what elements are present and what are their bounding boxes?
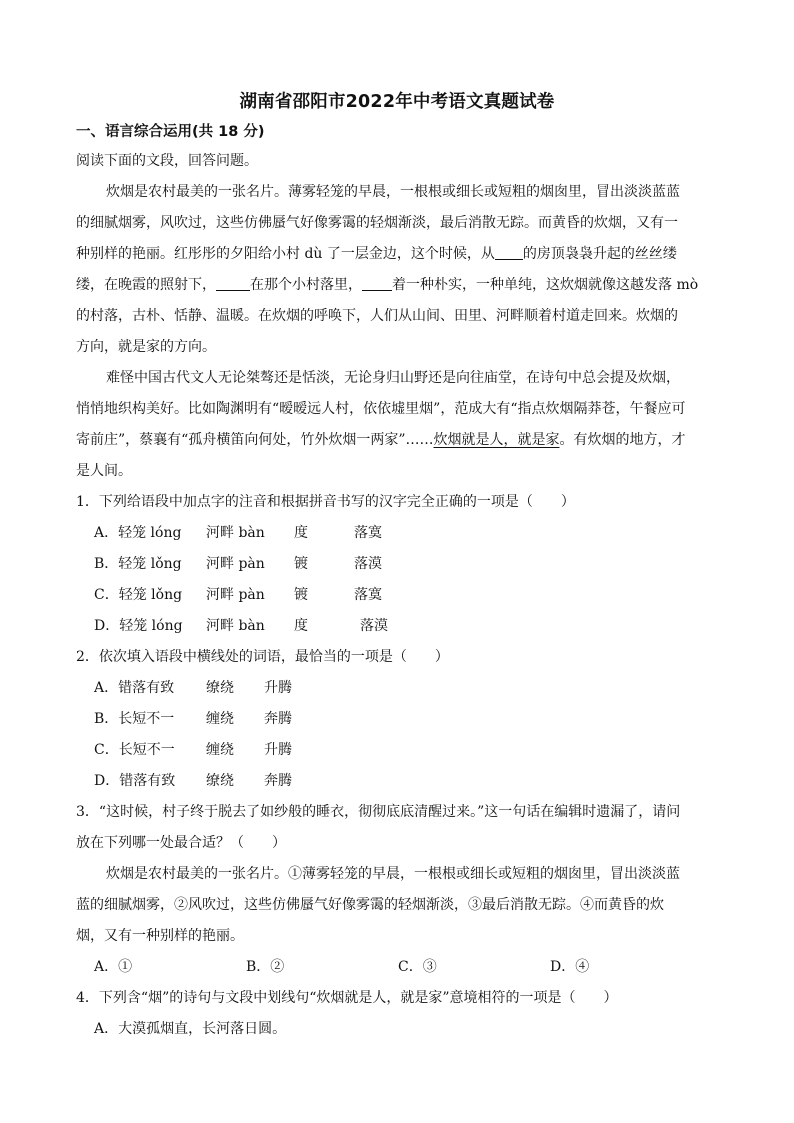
passage-line: 烟，又有一种别样的艳丽。	[76, 928, 244, 944]
passage-text: 缕，在晚霞的照射下，	[76, 277, 216, 293]
option-part: C．长短不一	[94, 742, 175, 758]
option-part: 奔腾	[264, 711, 292, 727]
option-part: 河畔 bàn	[206, 618, 265, 634]
option-a: A．①	[94, 959, 133, 975]
passage-line: 方向，就是家的方向。	[76, 339, 216, 355]
option-part: D．错落有致	[94, 773, 176, 789]
option-row	[76, 673, 716, 704]
option-part: 度	[294, 618, 308, 634]
passage-line: 炊烟是农村最美的一张名片。①薄雾轻笼的早晨，一根根或细长或短粗的烟囱里，冒出淡淡蓝	[106, 866, 680, 882]
passage-line: 的村落，古朴、恬静、温暖。在炊烟的呼唤下，人们从山间、田里、河畔顺着村道走回来。炊烟的	[76, 308, 678, 324]
passage-line: 悄悄地织构美好。比如陶渊明有“暧暧远人村，依依墟里烟”，范成大有“指点炊烟隔莽苍，午餐应可	[76, 401, 686, 417]
option-part: 奔腾	[264, 773, 292, 789]
passage-line	[76, 425, 716, 456]
passage-line: 炊烟是农村最美的一张名片。薄雾轻笼的早晨，一根根或细长或短粗的烟囱里，冒出淡淡蓝蓝	[106, 184, 680, 200]
option-part: 镀	[294, 587, 308, 603]
option-part: D．轻笼 lóng	[94, 618, 183, 634]
fill-blank	[216, 276, 250, 291]
option-part: 落寞	[354, 525, 382, 541]
reading-instruction: 阅读下面的文段，回答问题。	[76, 153, 258, 169]
passage-line	[76, 270, 716, 301]
question-stem: 1．下列给语段中加点字的注音和根据拼音书写的汉字完全正确的一项是（ ）	[76, 494, 575, 510]
option-part: A．轻笼 lóng	[94, 525, 182, 541]
option-part: 缭绕	[206, 773, 234, 789]
option-row	[76, 549, 716, 580]
option-row	[76, 766, 716, 797]
option-c: C．③	[398, 959, 437, 975]
section-heading: 一、语言综合运用(共 18 分)	[76, 124, 265, 140]
option-part: 落漠	[354, 556, 382, 572]
passage-text: 寄前庄”，蔡襄有“孤舟横笛向何处，竹外炊烟一两家”……	[76, 432, 434, 448]
option-d: D．④	[550, 959, 590, 975]
fill-blank	[362, 276, 392, 291]
option-part: 落寞	[354, 587, 382, 603]
option-row: A．大漠孤烟直，长河落日圆。	[94, 1021, 287, 1037]
passage-line: 难怪中国古代文人无论桀骜还是恬淡，无论身归山野还是向往庙堂，在诗句中总会提及炊烟，	[106, 370, 680, 386]
question-stem: 放在下列哪一处最合适？（ ）	[76, 835, 286, 851]
underlined-sentence: 炊烟就是人，就是家	[433, 432, 560, 448]
passage-line: 蓝的细腻烟雾，②风吹过，这些仿佛蜃气好像雾霭的轻烟渐淡，③最后消散无踪。④而黄昏的炊	[76, 897, 664, 913]
option-part: 河畔 pàn	[206, 556, 265, 572]
option-b: B．②	[246, 959, 285, 975]
option-part: B．轻笼 lǒng	[94, 556, 182, 572]
question-stem: 3．“这时候，村子终于脱去了如纱般的睡衣，彻彻底底清醒过来。”这一句话在编辑时遗漏了，请问	[76, 804, 681, 820]
passage-line: 的细腻烟雾，风吹过，这些仿佛蜃气好像雾霭的轻烟渐淡，最后消散无踪。而黄昏的炊烟，又有一	[76, 215, 678, 231]
option-part: 缭绕	[206, 680, 234, 696]
fill-blank	[495, 245, 523, 260]
option-row	[76, 704, 716, 735]
option-part: 河畔 bàn	[206, 525, 265, 541]
option-part: 升腾	[264, 680, 292, 696]
option-part: 河畔 pàn	[206, 587, 265, 603]
option-part: A．错落有致	[94, 680, 175, 696]
option-row	[76, 580, 716, 611]
option-row	[76, 735, 716, 766]
option-part: 度	[294, 525, 308, 541]
option-part: B．长短不一	[94, 711, 175, 727]
option-part: C．轻笼 lǒng	[94, 587, 183, 603]
passage-line	[76, 239, 716, 270]
passage-text: 种别样的艳丽。红彤彤的夕阳给小村 dù 了一层金边，这个时候，从	[76, 246, 495, 262]
document-body	[76, 146, 716, 1045]
question-stem: 4．下列含“烟”的诗句与文段中划线句“炊烟就是人，就是家”意境相符的一项是（ ）	[76, 990, 618, 1006]
option-part: 镀	[294, 556, 308, 572]
passage-text: 。有炊烟的地方，才	[559, 432, 686, 448]
option-part: 缠绕	[206, 742, 234, 758]
option-part: 升腾	[264, 742, 292, 758]
passage-text: 着一种朴实，一种单纯，这炊烟就像这越发落 mò	[392, 277, 699, 293]
question-stem: 2．依次填入语段中横线处的词语，最恰当的一项是（ ）	[76, 649, 449, 665]
option-row	[76, 952, 716, 983]
passage-text: 在那个小村落里，	[250, 277, 362, 293]
option-part: 缠绕	[206, 711, 234, 727]
option-row	[76, 518, 716, 549]
option-part: 落漠	[360, 618, 388, 634]
option-row	[76, 611, 716, 642]
passage-text: 的房顶袅袅升起的丝丝缕	[522, 246, 677, 262]
passage-line: 是人间。	[76, 463, 132, 479]
page-title: 湖南省邵阳市2022年中考语文真题试卷	[239, 92, 555, 112]
